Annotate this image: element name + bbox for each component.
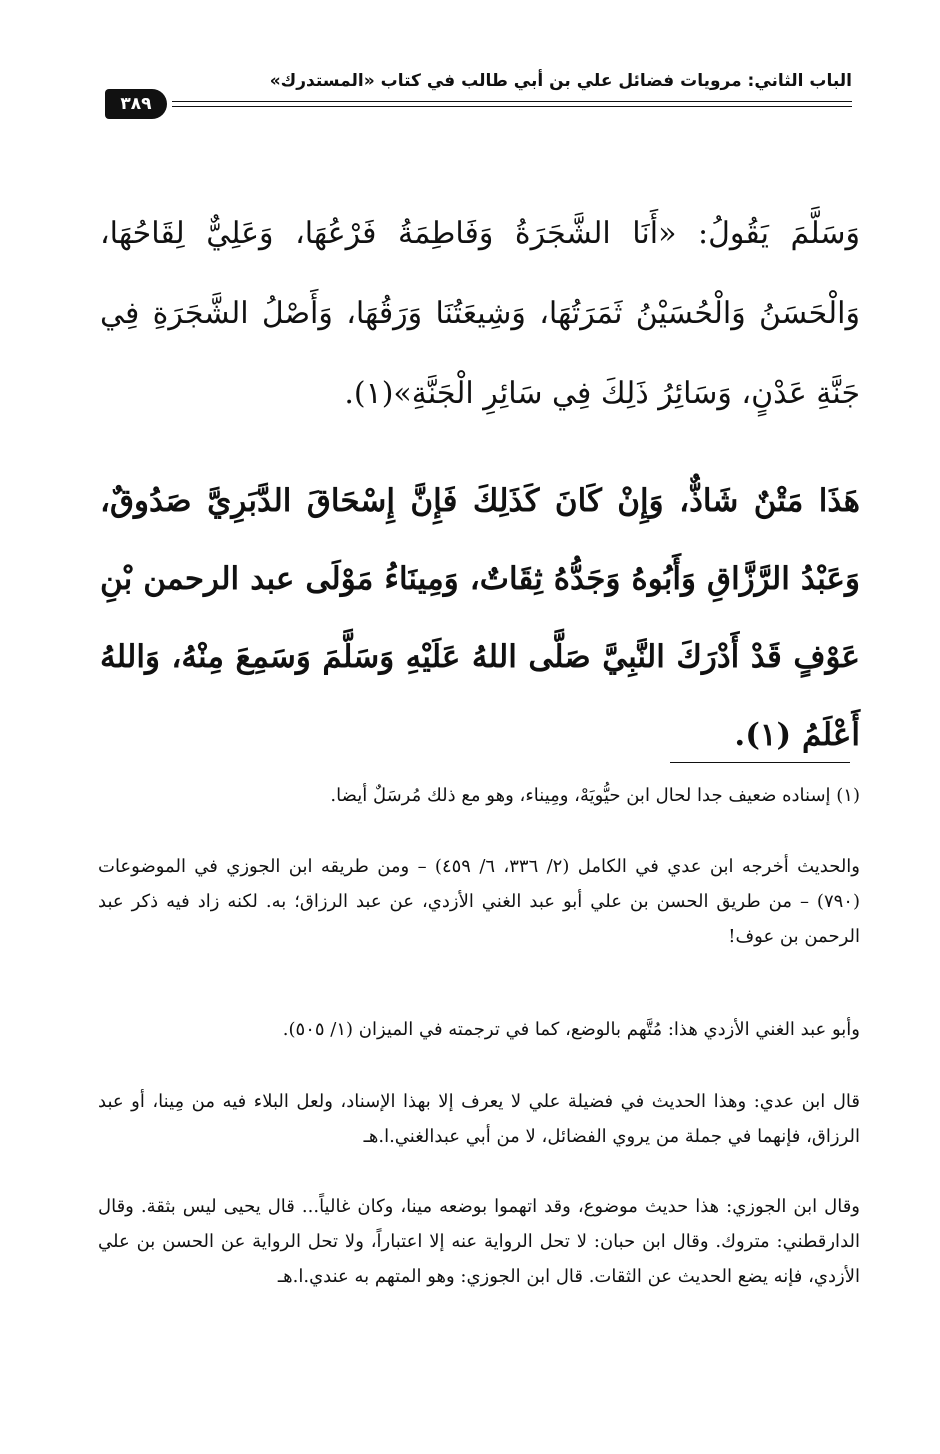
footnote-paragraph-3: وأبو عبد الغني الأزدي هذا: مُتَّهم بالوضع، كما في ترجمته في الميزان (١/ ٥٠٥). [282,1019,860,1040]
header-rule [172,101,852,107]
footnote-paragraph-4: قال ابن عدي: وهذا الحديث في فضيلة علي لا يعرف إلا بهذا الإسناد، ولعل البلاء فيه من مِينا، أو عبد الرزاق، فإنهما في جملة من يروي الفضائل، لا من أبي عبدالغني.ا.هـ [98,1091,860,1147]
running-title: الباب الثاني: مرويات فضائل علي بن أبي طالب في كتاب «المستدرك» [269,71,852,91]
main-paragraph-1: وَسَلَّمَ يَقُولُ: «أَنَا الشَّجَرَةُ وَفَاطِمَةُ فَرْعُهَا، وَعَلِيٌّ لِقَاحُهَا، وَالْحَسَنُ وَالْحُسَيْنُ ثَمَرَتُهَا، وَشِيعَتُنَا وَرَقُهَا، وَأَصْلُ الشَّجَرَةِ فِي جَنَّةِ عَدْنٍ، وَسَائِرُ ذَلِكَ فِي سَائِرِ الْجَنَّةِ»(١). [100,216,860,411]
footnote-paragraph-2: والحديث أخرجه ابن عدي في الكامل (٢/ ٣٣٦، ٦/ ٤٥٩) – ومن طريقه ابن الجوزي في الموضوعات (٧٩٠) – من طريق الحسن بن علي أبو عبد الغني الأزدي، عن عبد الرزاق؛ به. لكنه زاد فيه ذكر عبد الرحمن بن عوف! [98,856,860,947]
footnote-separator [670,762,850,763]
footnote-1: (١) إسناده ضعيف جدا لحال ابن حيُّويَهْ، ومِيناء، وهو مع ذلك مُرسَلٌ أيضا. [330,785,860,806]
main-paragraph-2: هَذَا مَتْنٌ شَاذٌّ، وَإِنْ كَانَ كَذَلِكَ فَإِنَّ إِسْحَاقَ الدَّبَرِيَّ صَدُوقٌ، وَعَبْدُ الرَّزَّاقِ وَأَبُوهُ وَجَدُّهُ ثِقَاتٌ، وَمِينَاءُ مَوْلَى عبد الرحمن بْنِ عَوْفٍ قَدْ أَدْرَكَ النَّبِيَّ صَلَّى اللهُ عَلَيْهِ وَسَلَّمَ وَسَمِعَ مِنْهُ، وَاللهُ أَعْلَمُ (١). [100,483,860,753]
page-number: ٣٨٩ [120,94,152,114]
footnote-paragraph-5: وقال ابن الجوزي: هذا حديث موضوع، وقد اتهموا بوضعه مينا، وكان غالياً... قال يحيى ليس بثقة. وقال الدارقطني: متروك. وقال ابن حبان: لا تحل الرواية عنه إلا اعتباراً، ولا تحل الرواية عن الحسن بن علي الأزدي، فإنه يضع الحديث عن الثقات. قال ابن الجوزي: وهو المتهم به عندي.ا.هـ [98,1196,860,1287]
page-number-badge [105,89,167,119]
